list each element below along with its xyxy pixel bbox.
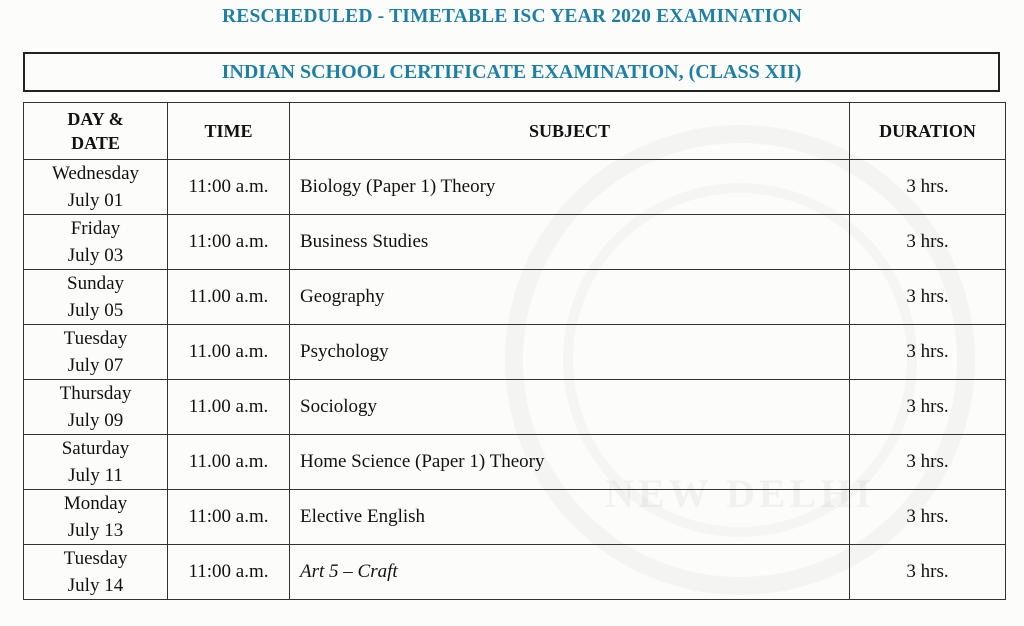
day-date-cell xyxy=(24,160,168,215)
subject-cell: Psychology xyxy=(290,325,850,380)
header-date-label: DATE xyxy=(71,133,120,153)
date-text: July 09 xyxy=(67,410,124,431)
day-text: Friday xyxy=(70,218,121,239)
duration-cell: 3 hrs. xyxy=(850,270,1006,325)
table-row xyxy=(24,490,1006,545)
time-cell: 11:00 a.m. xyxy=(168,160,290,215)
date-text: July 03 xyxy=(67,245,124,266)
day-text: Thursday xyxy=(59,383,132,404)
day-text: Wednesday xyxy=(51,163,140,184)
subject-cell: Home Science (Paper 1) Theory xyxy=(290,435,850,490)
day-date-cell xyxy=(24,325,168,380)
day-text: Monday xyxy=(63,493,128,514)
date-text: July 07 xyxy=(67,355,124,376)
day-text: Tuesday xyxy=(63,548,128,569)
document-subtitle: INDIAN SCHOOL CERTIFICATE EXAMINATION, (CLASS XII) xyxy=(221,60,802,83)
table-row xyxy=(24,325,1006,380)
day-text: Saturday xyxy=(61,438,130,459)
header-time: TIME xyxy=(168,103,290,160)
header-duration: DURATION xyxy=(850,103,1006,160)
table-row xyxy=(24,270,1006,325)
table-row xyxy=(24,160,1006,215)
time-cell: 11.00 a.m. xyxy=(168,380,290,435)
time-cell: 11.00 a.m. xyxy=(168,435,290,490)
day-date-cell xyxy=(24,215,168,270)
watermark-text: NEW DELHI xyxy=(605,471,875,516)
time-cell: 11.00 a.m. xyxy=(168,325,290,380)
date-text: July 13 xyxy=(67,520,124,541)
document-subtitle-box xyxy=(23,52,1000,92)
header-day-date xyxy=(24,103,168,160)
day-date-cell xyxy=(24,270,168,325)
subject-cell: Biology (Paper 1) Theory xyxy=(290,160,850,215)
duration-cell: 3 hrs. xyxy=(850,380,1006,435)
day-date-cell xyxy=(24,380,168,435)
day-date-cell xyxy=(24,435,168,490)
duration-cell: 3 hrs. xyxy=(850,215,1006,270)
table-row xyxy=(24,380,1006,435)
table-row xyxy=(24,435,1006,490)
subject-cell: Business Studies xyxy=(290,215,850,270)
time-cell: 11:00 a.m. xyxy=(168,490,290,545)
date-text: July 01 xyxy=(67,190,124,211)
day-date-cell xyxy=(24,545,168,600)
table-header-row xyxy=(24,103,1006,160)
timetable xyxy=(23,102,1006,600)
duration-cell: 3 hrs. xyxy=(850,160,1006,215)
day-date-cell xyxy=(24,490,168,545)
date-text: July 11 xyxy=(68,465,123,486)
document-title: RESCHEDULED - TIMETABLE ISC YEAR 2020 EXAMINATION xyxy=(221,6,803,27)
duration-cell: 3 hrs. xyxy=(850,490,1006,545)
time-cell: 11:00 a.m. xyxy=(168,545,290,600)
day-text: Sunday xyxy=(67,273,124,294)
date-text: July 05 xyxy=(67,300,124,321)
subject-cell: Sociology xyxy=(290,380,850,435)
header-day-label: DAY & xyxy=(67,109,124,129)
duration-cell: 3 hrs. xyxy=(850,545,1006,600)
subject-cell: Geography xyxy=(290,270,850,325)
day-text: Tuesday xyxy=(63,328,128,349)
time-cell: 11.00 a.m. xyxy=(168,270,290,325)
subject-cell: Art 5 – Craft xyxy=(290,545,850,600)
time-cell: 11:00 a.m. xyxy=(168,215,290,270)
table-row xyxy=(24,215,1006,270)
date-text: July 14 xyxy=(67,575,124,596)
header-subject: SUBJECT xyxy=(290,103,850,160)
subject-cell: Elective English xyxy=(290,490,850,545)
duration-cell: 3 hrs. xyxy=(850,325,1006,380)
table-row xyxy=(24,545,1006,600)
duration-cell: 3 hrs. xyxy=(850,435,1006,490)
